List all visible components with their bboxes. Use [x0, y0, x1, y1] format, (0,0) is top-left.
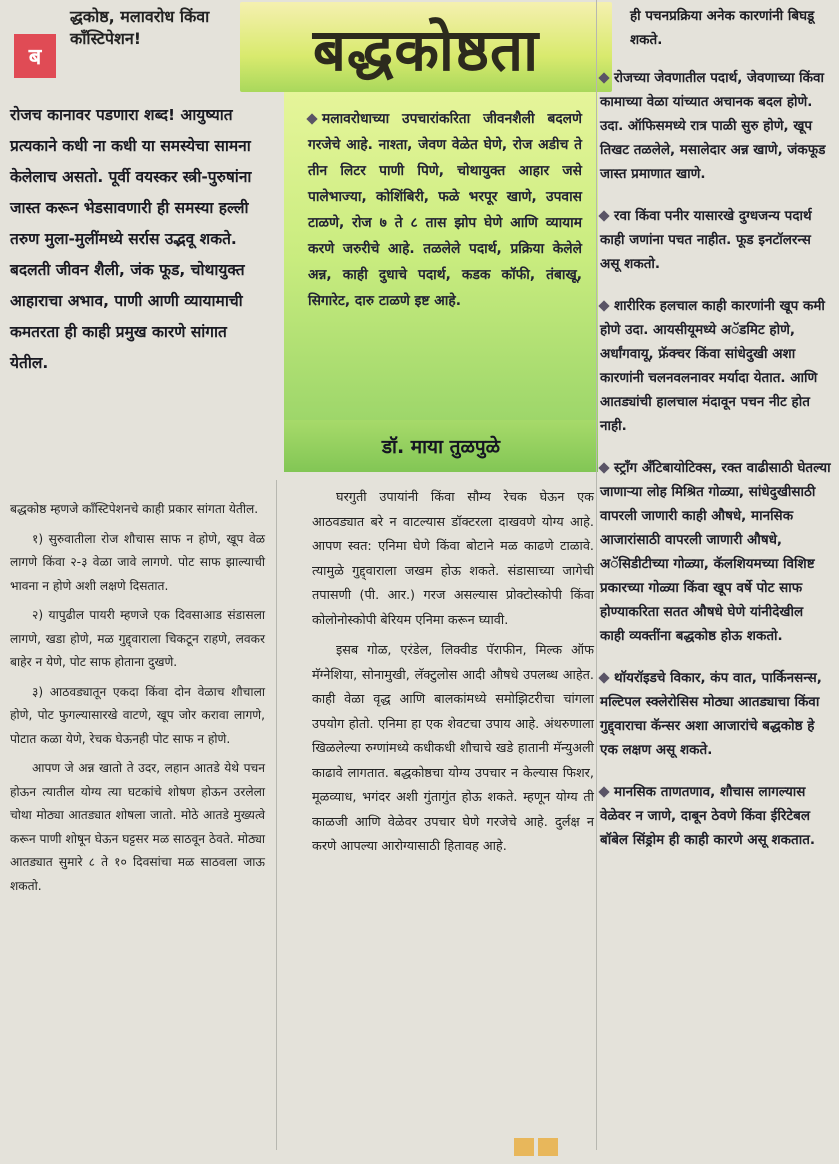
highlight-text — [308, 106, 582, 314]
col1-para: बद्धकोष्ठ म्हणजे कॉंस्टिपेशनचे काही प्रकार सांगता येतील. — [10, 502, 259, 516]
badge-letter: ब — [14, 34, 56, 78]
col3-bullet-item — [600, 456, 832, 648]
col3-bullet-item — [600, 294, 832, 438]
bullet-diamond-icon — [598, 462, 609, 473]
col1-para: ३) आठवड्यातून एकदा किंवा दोन वेळाच शौचाला होणे, पोट फुगल्यासारखे वाटणे, खूप जोर करावा लागणे, पोटात कळा येणे, रेचक घेऊनही पोट साफ न होणे. — [10, 684, 265, 746]
intro-heading: द्धकोष्ठ, मलावरोध किंवा कॉंस्टिपेशन! — [70, 7, 210, 48]
col3-bullet-text: स्ट्राँग अँटिबायोटिक्स, रक्त वाढीसाठी घेतल्या जाणाऱ्या लोह मिश्रित गोळ्या, सांधेदुखीसाठी वापरली जाणारी काही औषधे, मानसिक आजारांसाठी वापरली जाणारी औषधे, अॅसिडीटीच्या गोळ्या, कॅलशियमच्या विशिष्ट प्रकारच्या गोळ्या किंवा खूप वर्षे पोट साफ होण्याकरिता सतत औषधे घेणे यांनीदेखील काही व्यक्तींना बद्धकोष्ठ होऊ शकतो. — [600, 460, 831, 644]
col3-lead: ही पचनप्रक्रिया अनेक कारणांनी बिघडू शकते. — [630, 8, 815, 48]
intro-paragraph: रोजच कानावर पडणारा शब्द! आयुष्यात प्रत्यकाने कधी ना कधी या समस्येचा सामना केलेलाच असतो. पूर्वी वयस्कर स्त्री-पुरुषांना जास्त करून भेडसावणारी ही समस्या हल्ली तरुण मुला-मुलींमध्ये सर्रास उद्भवू शकते. बदलती जीवन शैली, जंक फूड, चोथायुक्त आहाराचा अभाव, पाणी आणी व्यायामाची कमतरता ही काही प्रमुख कारणे सांगात येतील. — [10, 106, 252, 372]
bullet-diamond-icon — [306, 113, 317, 124]
bullet-diamond-icon — [598, 210, 609, 221]
col2-para: इसब गोळ, एरंडेल, लिक्वीड पॅराफीन, मिल्क ऑफ मॅग्नेशिया, सोनामुखी, लॅक्टुलोस आदी औषधे उपलब्ध आहेत. काही वेळा वृद्ध आणि बालकांमध्ये समोझिटरीचा चांगला उपयोग होतो. एनिमा हा एक शेवटचा उपाय आहे. अंथरुणाला खिळलेल्या रुग्णांमध्ये कधीकधी शौचाचे खडे हातानी मॅन्युअली काढावे लागतात. बद्धकोष्ठचा योग्य उपचार न केल्यास फिशर, मूळव्याध, भगंदर अशी गुंतागुंत होऊ शकते. म्हणून योग्य ती काळजी आणि वेळेवर उपचार घेणे गरजेचे आहे. दुर्लक्ष न करणे आपल्या आरोग्यासाठी हितावह आहे. — [312, 643, 594, 854]
article-title: बद्धकोष्ठता — [240, 2, 612, 92]
footer-ornament — [514, 1138, 558, 1156]
bullet-diamond-icon — [598, 300, 609, 311]
bullet-diamond-icon — [598, 72, 609, 83]
column-1-body — [10, 498, 265, 898]
highlight-box — [284, 92, 598, 422]
author-byline: डॉ. माया तुळपुळे — [284, 420, 598, 472]
col3-bullet-item — [600, 666, 832, 762]
col3-bullet-text: थॉयरॉइडचे विकार, कंप वात, पार्किनसन्स, मल्टिपल स्क्लेरोसिस मोठ्या आतड्याचा किंवा गुद्द्वाराचा कॅन्सर अशा आजारांचे बद्धकोष्ठ हे एक लक्षण असू शकते. — [600, 670, 822, 758]
col3-bullet-text: रोजच्या जेवणातील पदार्थ, जेवणाच्या किंवा कामाच्या वेळा यांच्यात अचानक बदल होणे. उदा. ऑफिसमध्ये रात्र पाळी सुरु होणे, खूप तिखट तळलेले, मसालेदार अन्न खाणे, जंकफूड जास्त प्रमाणात खाणे. — [600, 70, 826, 182]
col3-bullet-text: शारीरिक हलचाल काही कारणांनी खूप कमी होणे उदा. आयसीयूमध्ये अॅडमिट होणे, अर्धांगवायू, फ्रॅक्चर किंवा सांधेदुखी अशा कारणांनी चलनवलनावर मर्यादा येतात. आणि आतड्यांची हालचाल मंदावून पचन नीट होत नाही. — [600, 298, 825, 434]
bullet-diamond-icon — [598, 786, 609, 797]
col3-bullet-text: मानसिक ताणतणाव, शौचास लागल्यास वेळेवर न जाणे, दाबून ठेवणे किंवा ईरिटेबल बॉबेल सिंड्रोम ही काही कारणे असू शकतात. — [600, 784, 816, 848]
column-divider — [596, 0, 597, 1150]
col1-para: आपण जे अन्न खातो ते उदर, लहान आतडे येथे पचन होऊन त्यातील योग्य त्या घटकांचे शोषण होऊन उरलेला चोथा मोठ्या आतड्यात शोषला जातो. मोठे आतडे मुख्यत्वे करून पाणी शोषून घेऊन घट्टसर मळ साठवून ठेवते. मोठ्या आतड्यात सुमारे ८ ते १० दिवसांचा मळ साठवला जाऊ शकतो. — [10, 761, 265, 893]
column-3-body — [600, 4, 832, 870]
highlight-body: मलावरोधाच्या उपचारांकरिता जीवनशैली बदलणे गरजेचे आहे. नाश्ता, जेवण वेळेत घेणे, रोज अडीच ते तीन लिटर पाणी पिणे, चोथायुक्त आहार जसे पालेभाज्या, कोशिंबिरी, फळे भरपूर खाणे, उपवास टाळणे, रोज ७ ते ८ तास झोप घेणे आणि व्यायाम करणे जरुरीचे आहे. तळलेले पदार्थ, प्रक्रिया केलेले अन्न, काही दुधाचे पदार्थ, कडक कॉफी, तंबाखू, सिगारेट, दारु टाळणे इष्ट आहे. — [308, 111, 582, 309]
col3-bullet-text: रवा किंवा पनीर यासारखे दुग्धजन्य पदार्थ काही जणांना पचत नाहीत. फूड इनटॉलरन्स असू शकतो. — [600, 208, 812, 272]
col3-bullet-item — [600, 780, 832, 852]
col1-para: १) सुरुवातीला रोज शौचास साफ न होणे, खूप वेळ लागणे किंवा २-३ वेळा जावे लागणे. पोट साफ झाल्याची भावना न होणे अशी लक्षणे दिसतात. — [10, 531, 265, 593]
column-divider — [276, 480, 277, 1150]
col1-para: २) यापुढील पायरी म्हणजे एक दिवसाआड संडासला लागणे, खडा होणे, मळ गुद्द्वाराला चिकटून राहणे, लवकर बाहेर न येणे, पोट साफ होताना दुखणे. — [10, 608, 265, 669]
col3-bullet-item — [600, 204, 832, 276]
bullet-diamond-icon — [598, 672, 609, 683]
col2-para: घरगुती उपायांनी किंवा सौम्य रेचक घेऊन एक आठवड्यात बरे न वाटल्यास डॉक्टरला दाखवणे योग्य आहे. आपण स्वत: एनिमा घेणे किंवा बोटाने मळ काढणे टाळावे. त्यामुळे गुद्द्वाराला जखम होऊ शकते. संडासाच्या जागेची तपासणी (पी. आर.) गरज असल्यास प्रोक्टोस्कोपी किंवा कोलोनोस्कोपी बेरियम एनिमा करून घ्यावी. — [312, 490, 594, 628]
col3-bullet-item — [600, 66, 832, 186]
column-2-body — [312, 486, 594, 860]
